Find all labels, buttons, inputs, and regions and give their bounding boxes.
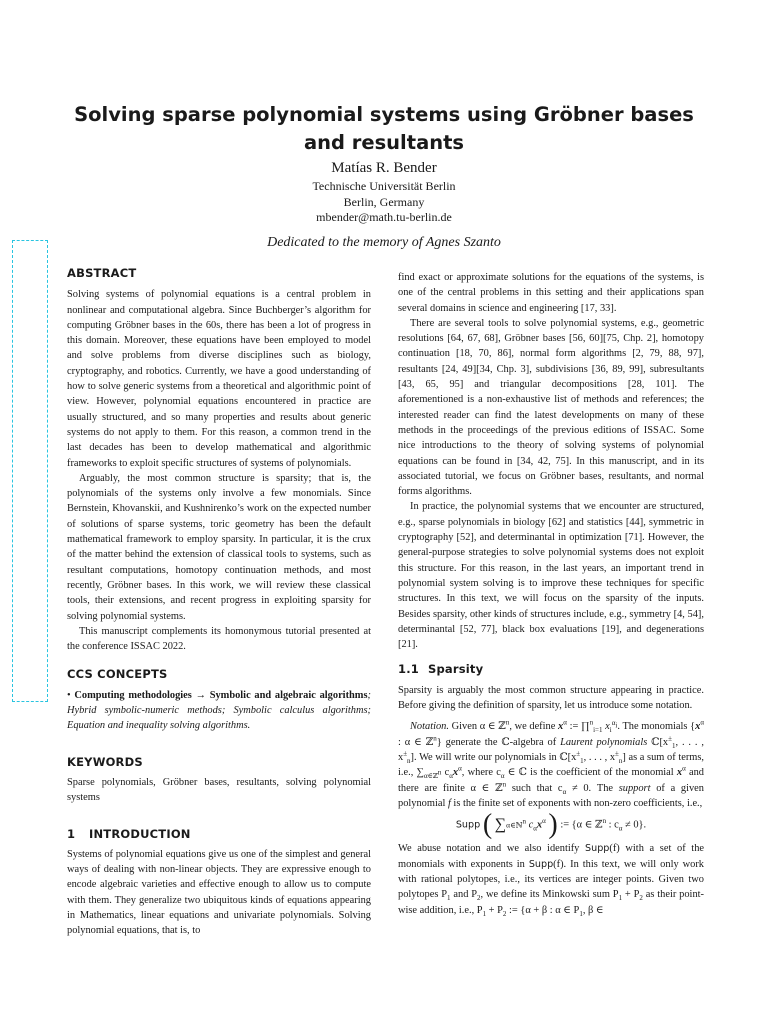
notation-text: ≠ 0. The (566, 782, 619, 794)
notation-text: ℂ[x (647, 736, 669, 748)
notation-text: , . . . , x (398, 736, 704, 763)
equation-sum-index: α∈ℕ (506, 820, 523, 830)
supp-operator: Supp (585, 843, 610, 855)
equation-rhs: : c (606, 819, 619, 831)
support-term: support (618, 782, 651, 794)
notation-text: , . . . , x (583, 751, 616, 763)
notation-text: := ∏ (566, 721, 590, 733)
intro-continued-paragraph: find exact or approximate solutions for the equations of the systems, is one of the central problems in this setting and their applications span several domains in science and engineering [17, 33]. (398, 272, 704, 314)
minkowski-text: (f). In this text, we will only work with rational polytopes, i.e., its vertices are integer points. Given two polytopes P (398, 858, 704, 901)
author-affiliation: Technische Universität Berlin (312, 179, 456, 193)
subsection-title: Sparsity (428, 662, 484, 677)
introduction-heading (67, 827, 371, 842)
left-column (67, 266, 371, 939)
abstract-heading: ABSTRACT (67, 266, 137, 280)
ccs-heading: CCS CONCEPTS (67, 667, 168, 682)
right-column (398, 270, 704, 918)
keywords-text: Sparse polynomials, Gröbner bases, resultants, solving polynomial systems (67, 776, 371, 804)
support-equation: Supp ( ∑α∈ℕ$^n$ $c_\alpha x^\alpha$ ) := {α ∈ ℤ$^n$ : $c_\alpha \ne 0$}. (455, 809, 647, 841)
notation-text: : α ∈ ℤ (398, 736, 434, 748)
ccs-concepts (67, 688, 371, 734)
notation-text: } generate the ℂ-algebra of (436, 736, 561, 748)
subsection-number: 1.1 (398, 662, 419, 677)
minkowski-text: , β ∈ (582, 904, 604, 916)
ccs-bold-concept: Computing methodologies → Symbolic and algebraic algorithms (74, 689, 368, 701)
dedication: Dedicated to the memory of Agnes Szanto (267, 235, 501, 250)
equation-rhs: := {α ∈ ℤ (560, 819, 603, 831)
notation-text: , where c (461, 767, 501, 779)
minkowski-paragraph: We abuse notation and we also identify Supp(f) with a set of the monomials with exponents in Supp(f). In this text, we will only work with rational polytopes, i.e., its vertices are integer points. Given two polytopes $P_1$ and $P_2$, we define its Minkowski sum $P_1 + P_2$ as their point-wise addition, i.e., $P_1 + P_2$ := {α + β : α ∈ $P_1$, β ∈ (398, 843, 704, 918)
supp-operator: Supp (528, 858, 554, 870)
notation-paragraph: Notation. Given α ∈ ℤ$^n$, we define $x^\alpha$ := ∏$^n_{i=1}$ $x_i^{\alpha_i}$. The monomials {$x^\alpha$ : α ∈ ℤ$^n$} generate the ℂ-algebra of Laurent polynomials $ℂ[x^\pm_1$, . . . , $x^\pm_n$]. We will write our polynomials in $ℂ[x^\pm_1$, . . . , $x^\pm_n$] as a sum of terms, i.e., $\sum_{\alpha\in ℤ^n}$ $c_\alpha x^\alpha$, where $c_\alpha$ ∈ ℂ is the coefficient of the monomial $x^\alpha$ and there are finite α ∈ ℤ$^n$ such that $c_\alpha \ne 0$. The support of a given polynomial f is the finite set of exponents with non-zero coefficients, i.e., (398, 718, 705, 809)
laurent-polynomials-term: Laurent polynomials (560, 736, 648, 748)
notation-text: ] as a sum of terms, i.e., ∑ (398, 751, 705, 779)
author-name: Matías R. Bender (331, 160, 437, 176)
notation-text: c (441, 767, 450, 779)
equation-supp-operator: Supp (455, 819, 481, 831)
minkowski-text: + P (622, 889, 640, 901)
section-number: 1 (67, 826, 76, 841)
section-title: INTRODUCTION (89, 826, 191, 841)
notation-text: of a given polynomial (398, 782, 704, 809)
notation-text: ]. We will write our polynomials in ℂ[x (410, 751, 577, 763)
minkowski-text: := {α + β : α ∈ P (506, 904, 580, 916)
structure-paragraph: In practice, the polynomial systems that we encounter are structured, e.g., sparse polynomials in biology [62] and statistics [44], symmetric in cryptography [52], and determinantal in optimization [71]. However, the general-purpose strategies to solve polynomial systems does not exploit this structure. For this reason, in the last years, an important trend in polynomial system solving is to improve these techniques for specific structures. In this text, we will focus on the sparsity of the inputs. Besides sparsity, other kinds of structures include, e.g., symmetry [4, 54], determinantal [52, 77], black box evaluations [19], and degenerations [21]. (398, 501, 704, 651)
notation-text: , we define (509, 721, 559, 733)
notation-text: such that c (506, 782, 563, 794)
minkowski-text: (f) with a set of the monomials with exponents in (398, 843, 704, 870)
notation-label: Notation. (410, 721, 449, 733)
notation-text: is the finite set of exponents with non-zero coefficients, i.e., (450, 797, 703, 809)
paper-title: Solving sparse polynomial systems using Gröbner bases and resultants (74, 103, 694, 154)
subsection-heading-sparsity (398, 662, 704, 677)
ccs-bullet: • (67, 689, 71, 701)
sparsity-intro-paragraph: Sparsity is arguably the most common structure appearing in practice. Before giving the definition of sparsity, let us introduce some notation. (398, 684, 704, 712)
author-location: Berlin, Germany (343, 195, 425, 209)
notation-text: Given α ∈ ℤ (448, 721, 506, 733)
abstract-paragraph-2: Arguably, the most common structure is sparsity; that is, the polynomials of the systems only involve a few monomials. Since Bernstein, Khovanskii, and Kushnirenko’s work on the expected number of solutions of sparse systems, toric geometry has been the default mathematical framework to employ sparsity. In particular, it is the crux of the matter behind the extension of classical tools to systems, such as resultant computations, homotopy continuation methods, and most recently, Gröbner bases. In this work, we will review these classical tools, their extensions, and recent progress in exploiting sparsity for solving polynomial systems. (67, 472, 371, 622)
notation-text: and there are finite α ∈ ℤ (398, 767, 704, 794)
notation-text: ∈ ℂ is the coefficient of the monomial (504, 767, 677, 779)
ccs-concept-list: ; Hybrid symbolic-numeric methods; Symbolic calculus algorithms; Equation and inequality solving algorithms. (67, 689, 371, 732)
introduction-paragraph-1: Systems of polynomial equations give us one of the simplest and general ways of dealing with non-linear objects. They are expressive enough to encode algebraic varieties and effective enough to allow us to compute with them. They generalize two ubiquitous kinds of equations appearing in Mathematics, linear equations and univariate polynomials. Solving polynomial equations, that is, to (67, 848, 371, 937)
minkowski-text: and P (450, 889, 478, 901)
abstract-paragraph-3: This manuscript complements its homonymous tutorial presented at the conference ISSAC 2022. (67, 625, 371, 653)
tools-paragraph: There are several tools to solve polynomial systems, e.g., geometric resolutions [64, 67, 68], Gröbner bases [56, 60][75, Chp. 2], homotopy continuation [18, 70, 86], normal form algorithms [2, 79, 88, 97], resultants [24, 49][34, Chp. 3], subdivisions [36, 89, 99], subresultants [43, 65, 95] and triangular decompositions [28, 101]. The aforementioned is a non-exhaustive list of methods and references; the interested reader can find the latest developments on many of these methods in the proceedings of the previous editions of ISSAC. Some nice introductions to the theory of solving systems of polynomial equations can be found in [34, 42, 75]. In this manuscript, and in its associated tutorial, we focus on Gröbner bases, resultants, and normal forms algorithms. (398, 317, 704, 498)
minkowski-text: We abuse notation and we also identify (398, 843, 586, 855)
notation-text: . The monomials { (617, 721, 696, 733)
margin-selection-box (12, 240, 48, 702)
minkowski-text: , we define its Minkowski sum P (480, 889, 619, 901)
minkowski-text: as their point-wise addition, i.e., P (398, 889, 704, 916)
equation-rhs: ≠ 0}. (622, 819, 647, 831)
keywords-heading: KEYWORDS (67, 754, 143, 769)
author-email: mbender@math.tu-berlin.de (316, 210, 452, 224)
abstract-paragraph-1: Solving systems of polynomial equations is a central problem in nonlinear and computational algebra. Since Buchberger’s algorithm for computing Gröbner bases in the 60s, there has been a lot of progress in this domain. Moreover, these equations have been employed to model and solve problems from diverse disciplines such as biology, cryptography, and robotics. Currently, we have a good understanding of how to solve generic systems from a theoretical and algorithmic point of view. However, polynomial equations encountered in practice are usually structured, and so many properties and results about generic systems do not apply to them. For this reason, a common trend in the last decades has been to develop mathematical and algorithmic frameworks to exploit specific structures of systems of polynomials. (67, 289, 371, 469)
